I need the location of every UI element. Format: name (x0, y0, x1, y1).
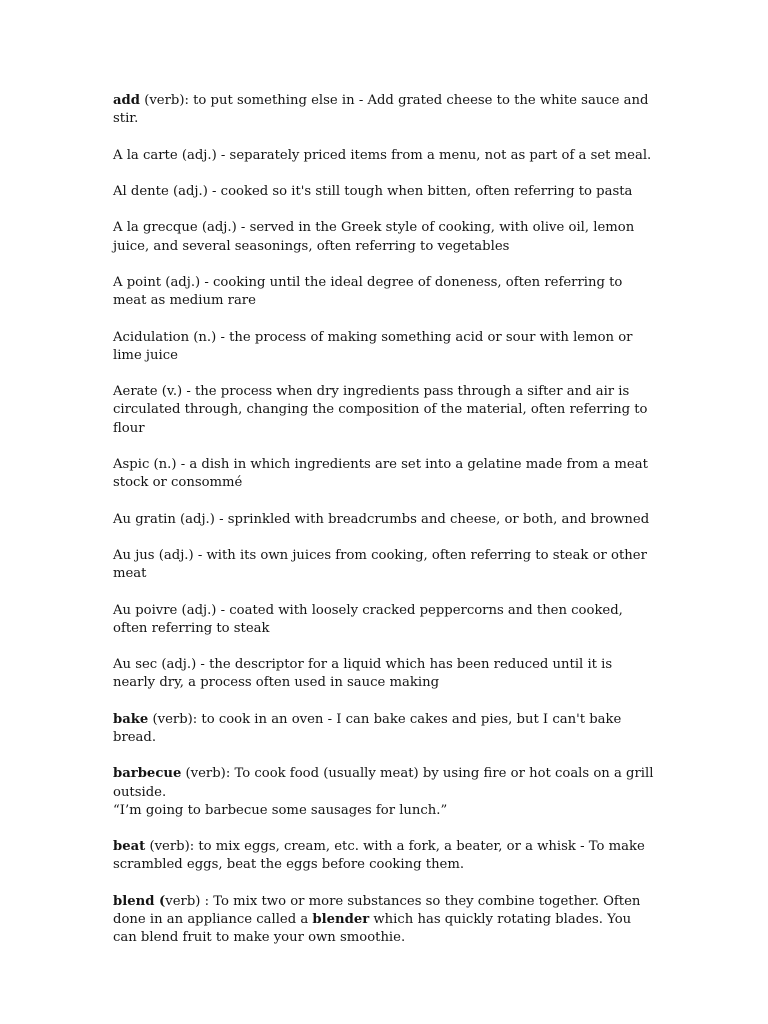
entry-term: blend ( (113, 893, 166, 909)
entry-term: beat (113, 839, 146, 855)
glossary-entry-au-sec: Au sec (adj.) - the descriptor for a liquid which has been reduced until it is nearly dry, a process often used in sauce making (113, 657, 613, 691)
entry-definition: (verb): to cook in an oven - I can bake cakes and pies, but I can't bake bread. (113, 711, 622, 745)
glossary-entry-blend (113, 893, 658, 948)
glossary-entry-au-jus: Au jus (adj.) - with its own juices from cooking, often referring to steak or other meat (113, 547, 647, 582)
entry-example: “I’m going to barbecue some sausages for lunch.” (113, 802, 448, 818)
glossary-entry-a-la-grecque: A la grecque (adj.) - served in the Greek style of cooking, with olive oil, lemon juice, and several seasonings, often referring to vegetables (113, 220, 635, 254)
glossary-entry-barbecue (113, 765, 658, 820)
entry-term: add (113, 93, 140, 108)
entry-definition: (verb): to put something else in - Add grated cheese to the white sauce and stir. (113, 93, 649, 127)
glossary-entry-au-gratin: Au gratin (adj.) - sprinkled with breadcrumbs and cheese, or both, and browned (113, 511, 650, 527)
entry-term-inline: blender (312, 911, 370, 927)
document-page (113, 92, 658, 966)
entry-definition-continued: which has quickly rotating blades. You can blend fruit to make your own smoothie. (113, 911, 632, 946)
glossary-entry-aerate: Aerate (v.) - the process when dry ingredients pass through a sifter and air is circulated through, changing the composition of the material, often referring to flour (113, 384, 648, 436)
glossary-entry-acidulation: Acidulation (n.) - the process of making something acid or sour with lemon or lime juice (113, 329, 633, 363)
glossary-entry-beat (113, 838, 658, 874)
entry-term: bake (113, 711, 149, 727)
glossary-entry-aspic: Aspic (n.) - a dish in which ingredients are set into a gelatine made from a meat stock or consommé (113, 456, 648, 491)
entry-term: barbecue (113, 766, 182, 782)
entry-definition: verb) : To mix two or more substances so they combine together. Often done in an appliance called a (113, 893, 641, 927)
entry-definition: (verb): To cook food (usually meat) by using fire or hot coals on a grill outside. (113, 766, 654, 800)
glossary-entry-a-point: A point (adj.) - cooking until the ideal degree of doneness, often referring to meat as medium rare (113, 274, 623, 309)
glossary-entry-a-la-carte: A la carte (adj.) - separately priced items from a menu, not as part of a set meal. (113, 147, 652, 163)
glossary-entry-add (113, 92, 658, 128)
glossary-entry-bake (113, 711, 658, 747)
glossary-entry-al-dente: Al dente (adj.) - cooked so it's still tough when bitten, often referring to pasta (113, 183, 633, 199)
glossary-entry-au-poivre: Au poivre (adj.) - coated with loosely cracked peppercorns and then cooked, often referring to steak (113, 602, 623, 636)
entry-definition: (verb): to mix eggs, cream, etc. with a fork, a beater, or a whisk - To make scrambled eggs, beat the eggs before cooking them. (113, 839, 645, 873)
